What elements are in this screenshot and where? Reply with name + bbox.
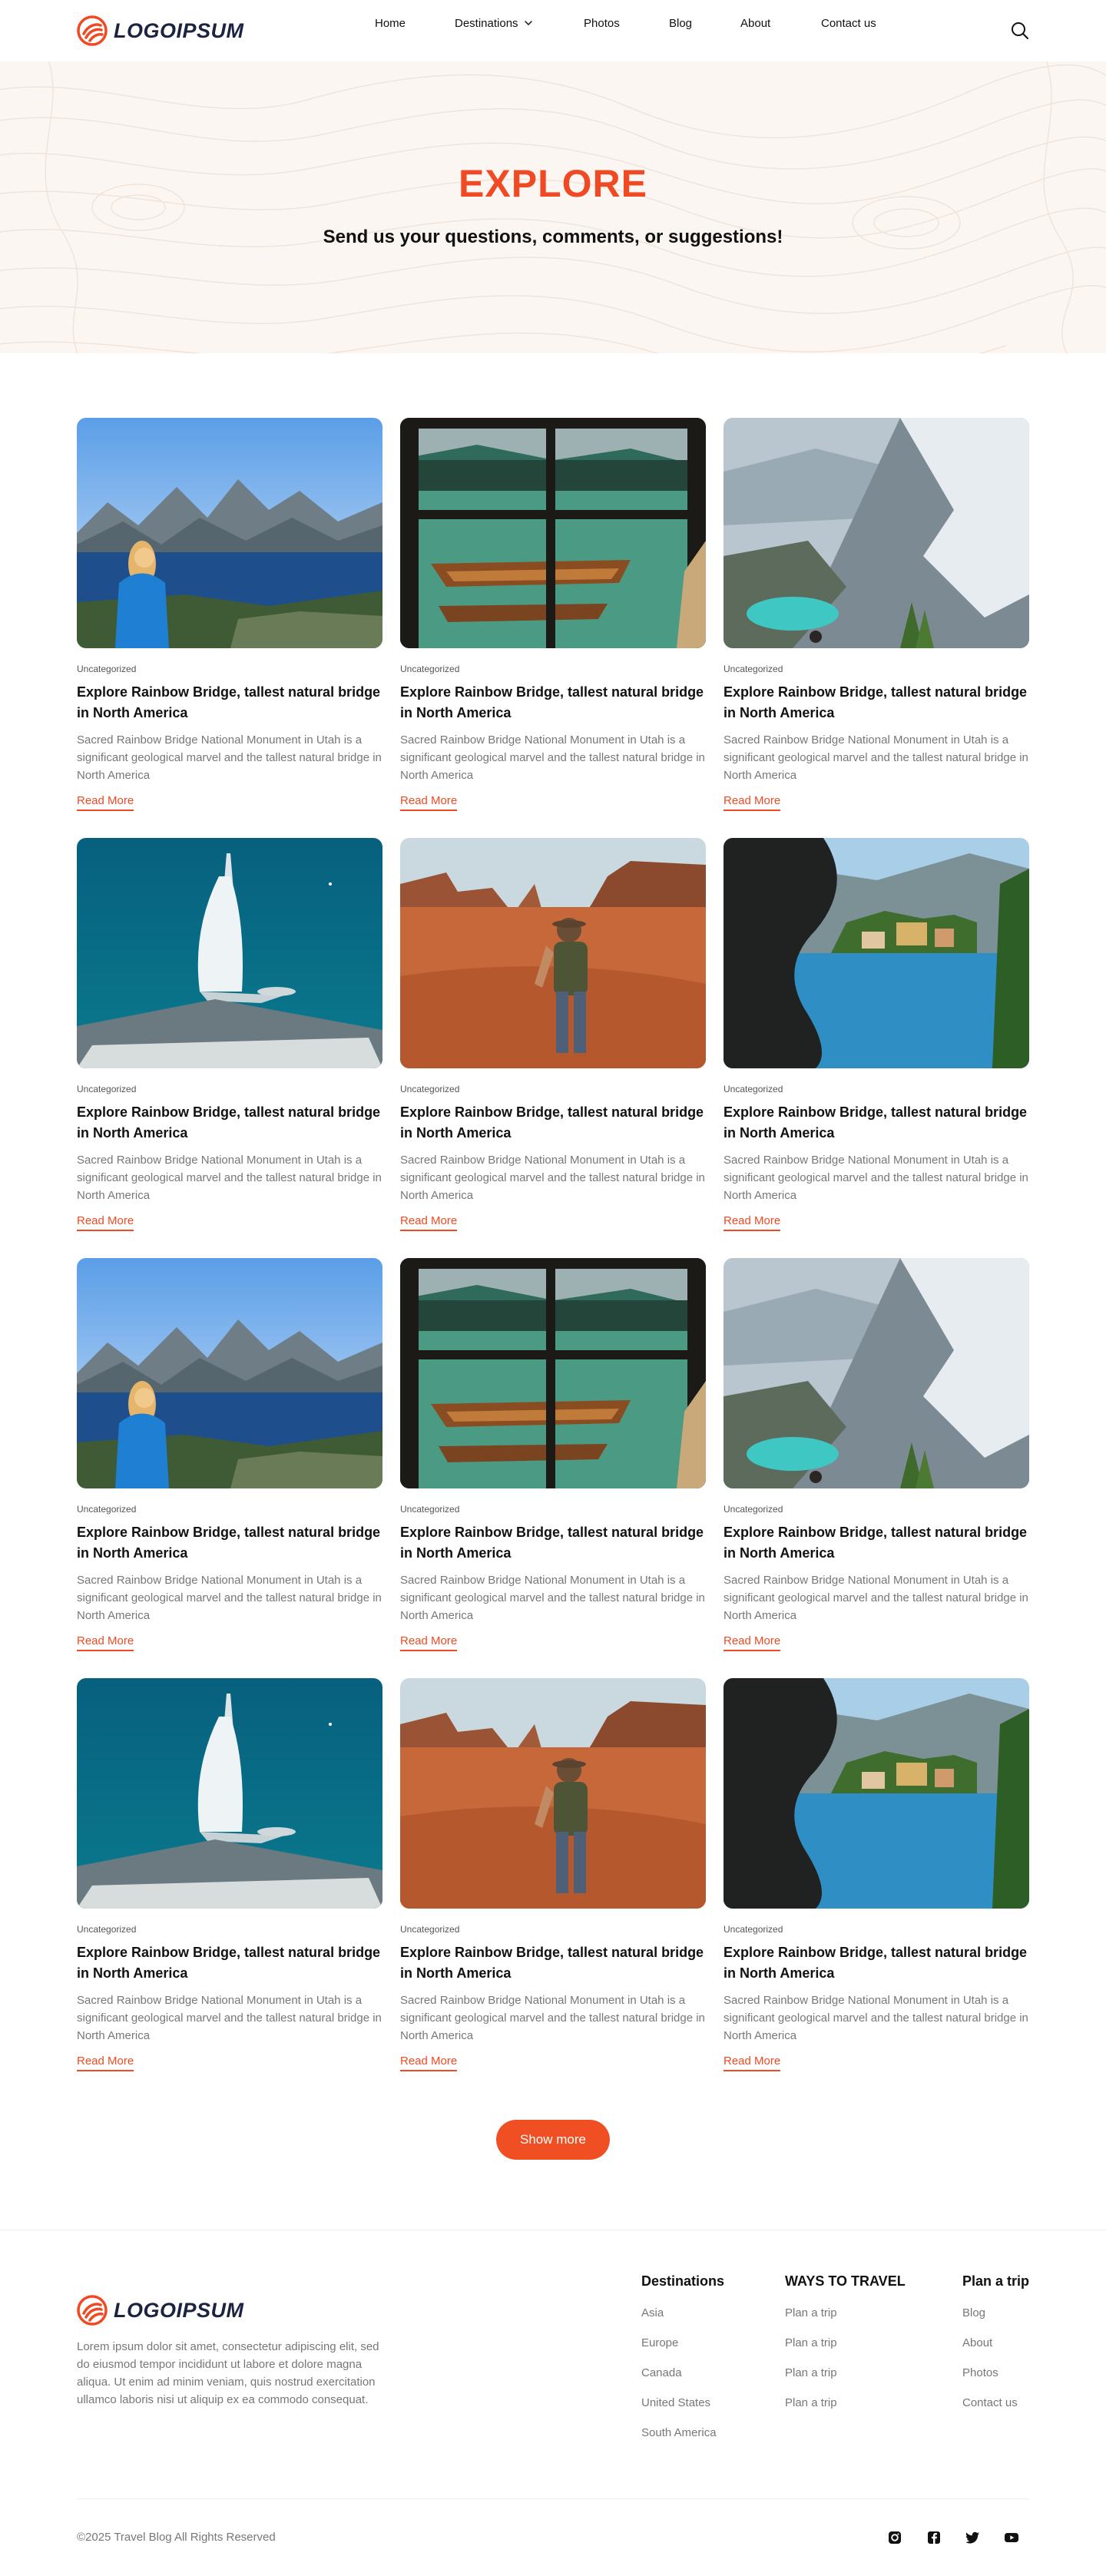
footer-link[interactable]: United States: [641, 2396, 711, 2409]
post-title[interactable]: Explore Rainbow Bridge, tallest natural bridge in North America: [77, 1945, 381, 1981]
read-more-link[interactable]: Read More: [724, 1214, 780, 1231]
post-title[interactable]: Explore Rainbow Bridge, tallest natural bridge in North America: [400, 1104, 704, 1141]
footer-link[interactable]: About: [962, 2336, 993, 2349]
post-photo: [400, 1678, 706, 1909]
post-category[interactable]: Uncategorized: [77, 1924, 137, 1935]
post-title[interactable]: Explore Rainbow Bridge, tallest natural bridge in North America: [77, 684, 381, 720]
topographic-pattern: [0, 61, 1106, 353]
post-photo: [77, 1258, 382, 1488]
post-title[interactable]: Explore Rainbow Bridge, tallest natural bridge in North America: [724, 1104, 1028, 1141]
footer-link[interactable]: Plan a trip: [785, 2366, 837, 2379]
post-excerpt: Sacred Rainbow Bridge National Monument in Utah is a significant geological marvel and the tallest natural bridge in North America: [77, 1154, 382, 1202]
logo-mark-icon: [77, 15, 108, 46]
brand-name: LOGOIPSUM: [114, 18, 244, 42]
post-card[interactable]: [400, 838, 706, 1237]
post-image[interactable]: [724, 418, 1029, 648]
post-card[interactable]: [724, 418, 1029, 817]
post-category[interactable]: Uncategorized: [77, 1084, 137, 1094]
post-title[interactable]: Explore Rainbow Bridge, tallest natural bridge in North America: [400, 1525, 704, 1561]
post-image[interactable]: [77, 418, 382, 648]
post-title[interactable]: Explore Rainbow Bridge, tallest natural bridge in North America: [724, 1525, 1028, 1561]
post-image[interactable]: [400, 1678, 706, 1909]
nav-item-destinations-label: Destinations: [455, 16, 518, 30]
post-title[interactable]: Explore Rainbow Bridge, tallest natural bridge in North America: [77, 1104, 381, 1141]
footer-link[interactable]: South America: [641, 2426, 717, 2439]
footer-description: Lorem ipsum dolor sit amet, consectetur adipiscing elit, sed do eiusmod tempor incididunt ut labore et dolore magna aliqua. Ut enim ad minim veniam, quis nostrud exercitation ullamco laboris nisi ut aliquip ex ea commodo consequat.: [77, 2340, 379, 2406]
post-category[interactable]: Uncategorized: [400, 1504, 460, 1515]
footer-link[interactable]: Europe: [641, 2336, 679, 2349]
footer-brand-name: LOGOIPSUM: [114, 2298, 244, 2322]
post-photo: [724, 1258, 1029, 1488]
post-category[interactable]: Uncategorized: [724, 664, 783, 674]
post-category[interactable]: Uncategorized: [400, 664, 460, 674]
show-more-button[interactable]: Show more: [496, 2120, 610, 2160]
read-more-link[interactable]: Read More: [724, 794, 780, 811]
nav-item-contact[interactable]: Contact us: [821, 16, 876, 30]
brand-logo[interactable]: [77, 15, 244, 46]
read-more-link[interactable]: Read More: [400, 1214, 457, 1231]
read-more-link[interactable]: Read More: [724, 1634, 780, 1651]
footer-link[interactable]: Plan a trip: [785, 2396, 837, 2409]
footer-column-destinations: [641, 2273, 724, 2456]
post-card[interactable]: [400, 418, 706, 817]
footer-link[interactable]: Canada: [641, 2366, 682, 2379]
post-category[interactable]: Uncategorized: [724, 1924, 783, 1935]
post-photo: [724, 418, 1029, 648]
instagram-icon[interactable]: [886, 2529, 903, 2546]
post-category[interactable]: Uncategorized: [724, 1084, 783, 1094]
post-excerpt: Sacred Rainbow Bridge National Monument in Utah is a significant geological marvel and the tallest natural bridge in North America: [724, 1154, 1028, 1202]
footer-column-plan-a-trip: [962, 2273, 1029, 2426]
read-more-link[interactable]: Read More: [724, 2055, 780, 2071]
post-photo: [400, 1258, 706, 1488]
post-title[interactable]: Explore Rainbow Bridge, tallest natural bridge in North America: [724, 684, 1028, 720]
post-image[interactable]: [400, 838, 706, 1068]
post-excerpt: Sacred Rainbow Bridge National Monument in Utah is a significant geological marvel and the tallest natural bridge in North America: [724, 733, 1028, 782]
footer-link[interactable]: Asia: [641, 2306, 664, 2319]
post-image[interactable]: [400, 418, 706, 648]
post-title[interactable]: Explore Rainbow Bridge, tallest natural bridge in North America: [724, 1945, 1028, 1981]
post-category[interactable]: Uncategorized: [400, 1084, 460, 1094]
post-category[interactable]: Uncategorized: [400, 1924, 460, 1935]
footer-bottom-divider: [77, 2498, 1029, 2499]
chevron-down-icon: [523, 18, 534, 28]
top-navbar: [0, 0, 1106, 61]
post-image[interactable]: [724, 1258, 1029, 1488]
post-photo: [724, 838, 1029, 1068]
youtube-icon[interactable]: [1003, 2529, 1020, 2546]
footer-column-ways-to-travel: [785, 2273, 906, 2426]
read-more-link[interactable]: Read More: [400, 1634, 457, 1651]
post-image[interactable]: [77, 1678, 382, 1909]
footer-logo[interactable]: [77, 2295, 244, 2326]
post-excerpt: Sacred Rainbow Bridge National Monument in Utah is a significant geological marvel and the tallest natural bridge in North America: [77, 1994, 382, 2042]
footer-link[interactable]: Plan a trip: [785, 2336, 837, 2349]
footer-heading: Destinations: [641, 2273, 725, 2289]
read-more-link[interactable]: Read More: [400, 794, 457, 811]
nav-item-blog[interactable]: Blog: [669, 16, 693, 30]
post-card[interactable]: [77, 1258, 382, 1657]
post-excerpt: Sacred Rainbow Bridge National Monument in Utah is a significant geological marvel and the tallest natural bridge in North America: [724, 1574, 1028, 1622]
post-excerpt: Sacred Rainbow Bridge National Monument in Utah is a significant geological marvel and the tallest natural bridge in North America: [400, 1574, 705, 1622]
read-more-link[interactable]: Read More: [77, 794, 134, 811]
footer-link[interactable]: Photos: [962, 2366, 998, 2379]
read-more-link[interactable]: Read More: [77, 2055, 134, 2071]
post-photo: [400, 838, 706, 1068]
post-photo: [724, 1678, 1029, 1909]
post-excerpt: Sacred Rainbow Bridge National Monument in Utah is a significant geological marvel and the tallest natural bridge in North America: [724, 1994, 1028, 2042]
nav-item-destinations[interactable]: [455, 17, 534, 30]
hero-subtitle: Send us your questions, comments, or suggestions!: [323, 227, 783, 247]
twitter-icon[interactable]: [964, 2529, 981, 2546]
footer-link[interactable]: Plan a trip: [785, 2306, 837, 2319]
post-photo: [400, 418, 706, 648]
post-excerpt: Sacred Rainbow Bridge National Monument in Utah is a significant geological marvel and the tallest natural bridge in North America: [400, 1994, 705, 2042]
post-category[interactable]: Uncategorized: [724, 1504, 783, 1515]
post-photo: [77, 838, 382, 1068]
post-card[interactable]: [724, 838, 1029, 1237]
post-photo: [77, 1678, 382, 1909]
hero-banner: [0, 61, 1106, 353]
post-card[interactable]: [724, 1258, 1029, 1657]
hero-title: EXPLORE: [459, 162, 647, 205]
post-excerpt: Sacred Rainbow Bridge National Monument in Utah is a significant geological marvel and the tallest natural bridge in North America: [400, 733, 705, 782]
post-title[interactable]: Explore Rainbow Bridge, tallest natural bridge in North America: [400, 684, 704, 720]
post-title[interactable]: Explore Rainbow Bridge, tallest natural bridge in North America: [400, 1945, 704, 1981]
post-photo: [77, 418, 382, 648]
post-category[interactable]: Uncategorized: [77, 1504, 137, 1515]
post-card[interactable]: [400, 1678, 706, 2078]
search-icon[interactable]: [1010, 21, 1030, 41]
footer-link[interactable]: Blog: [962, 2306, 986, 2319]
footer-heading: Plan a trip: [962, 2273, 1030, 2289]
nav-item-photos[interactable]: Photos: [584, 16, 620, 30]
post-category[interactable]: Uncategorized: [77, 664, 137, 674]
post-excerpt: Sacred Rainbow Bridge National Monument in Utah is a significant geological marvel and the tallest natural bridge in North America: [77, 1574, 382, 1622]
post-image[interactable]: [400, 1258, 706, 1488]
post-title[interactable]: Explore Rainbow Bridge, tallest natural bridge in North America: [77, 1525, 381, 1561]
read-more-link[interactable]: Read More: [77, 1634, 134, 1651]
post-image[interactable]: [77, 838, 382, 1068]
nav-item-home[interactable]: Home: [375, 16, 406, 30]
post-image[interactable]: [77, 1258, 382, 1488]
post-card[interactable]: [77, 838, 382, 1237]
post-card[interactable]: [400, 1258, 706, 1657]
nav-item-about[interactable]: About: [740, 16, 771, 30]
post-excerpt: Sacred Rainbow Bridge National Monument in Utah is a significant geological marvel and the tallest natural bridge in North America: [400, 1154, 705, 1202]
post-card[interactable]: [77, 1678, 382, 2078]
post-card[interactable]: [77, 418, 382, 817]
footer-heading: WAYS TO TRAVEL: [785, 2273, 906, 2289]
read-more-link[interactable]: Read More: [77, 1214, 134, 1231]
post-excerpt: Sacred Rainbow Bridge National Monument in Utah is a significant geological marvel and the tallest natural bridge in North America: [77, 733, 382, 782]
post-image[interactable]: [724, 1678, 1029, 1909]
footer-link[interactable]: Contact us: [962, 2396, 1018, 2409]
post-image[interactable]: [724, 838, 1029, 1068]
copyright-text: ©2025 Travel Blog All Rights Reserved: [77, 2531, 276, 2544]
facebook-icon[interactable]: [926, 2529, 942, 2546]
post-card[interactable]: [724, 1678, 1029, 2078]
logo-mark-icon: [77, 2295, 108, 2326]
read-more-link[interactable]: Read More: [400, 2055, 457, 2071]
